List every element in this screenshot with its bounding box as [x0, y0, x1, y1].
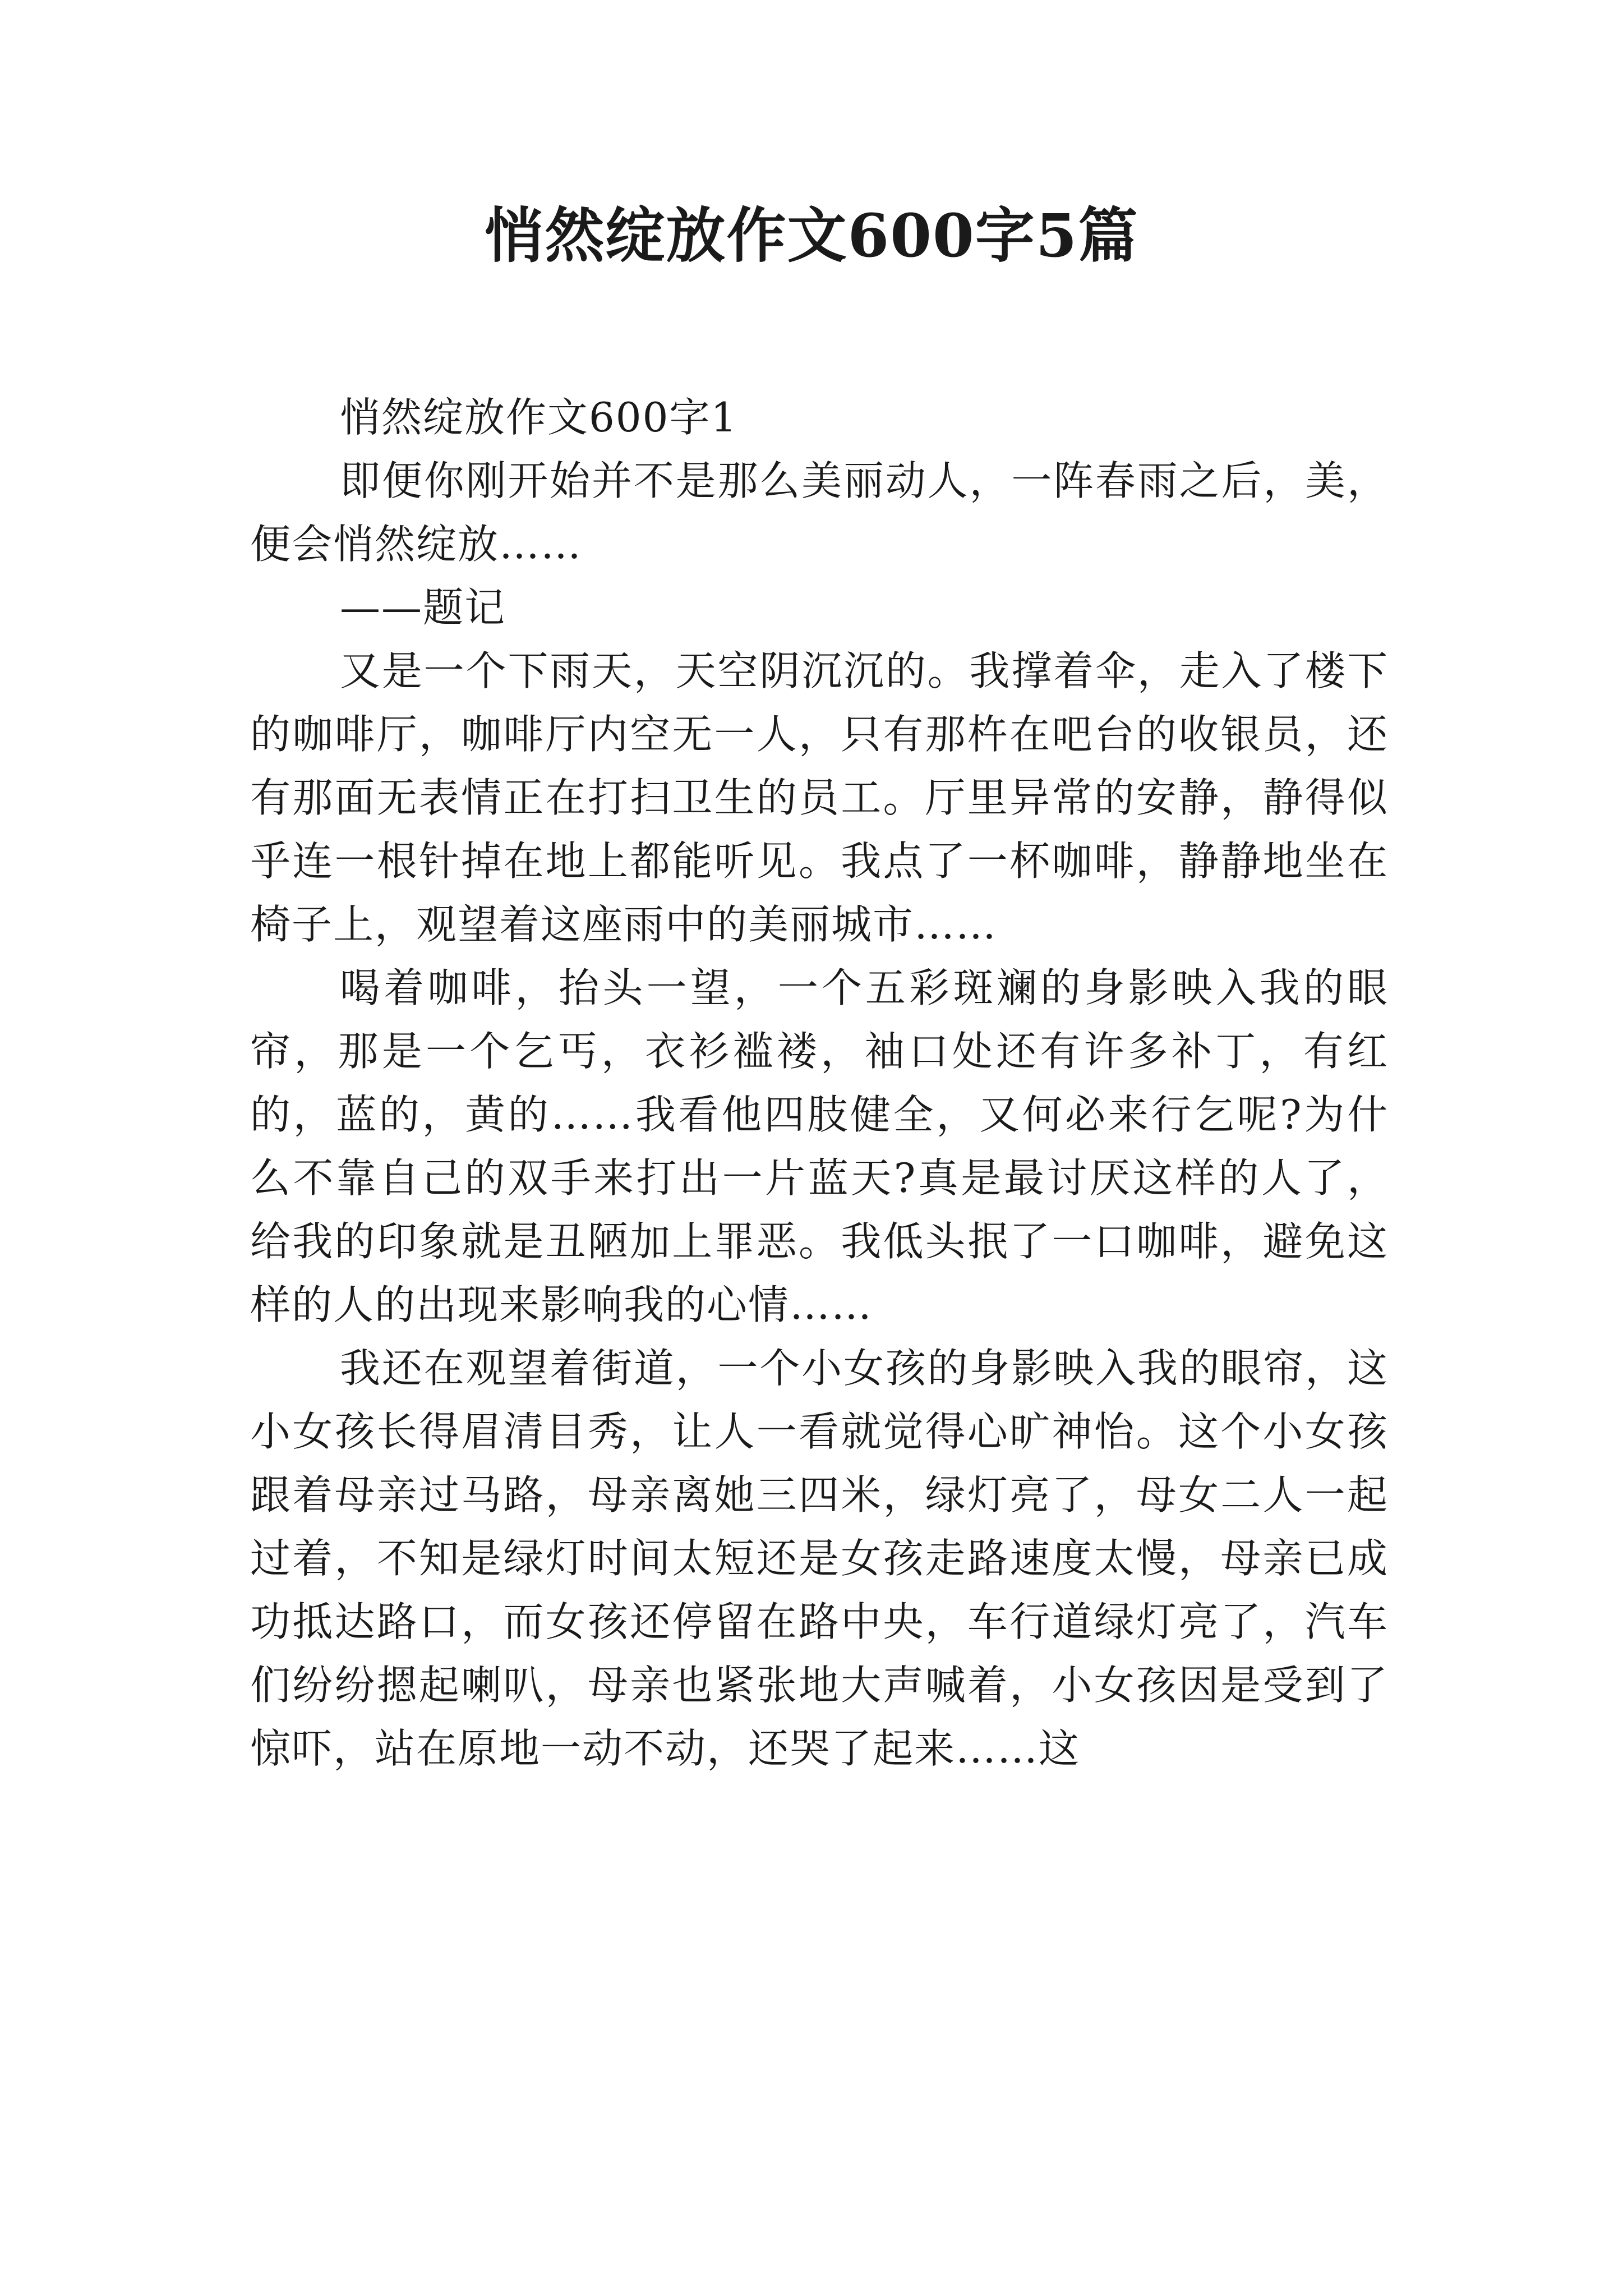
- body-paragraph: 我还在观望着街道，一个小女孩的身影映入我的眼帘，这小女孩长得眉清目秀，让人一看就觉得心旷神怡。这个小女孩跟着母亲过马路，母亲离她三四米，绿灯亮了，母女二人一起过着，不知是绿灯时间太短还是女孩走路速度太慢，母亲已成功抵达路口，而女孩还停留在路中央，车行道绿灯亮了，汽车们纷纷摁起喇叭，母亲也紧张地大声喊着，小女孩因是受到了惊吓，站在原地一动不动，还哭了起来……这: [250, 1345, 1389, 1772]
- document-body: [250, 386, 1389, 1780]
- section-heading: 悄然绽放作文600字1: [340, 394, 738, 441]
- epigraph-attribution: ——题记: [340, 584, 506, 631]
- epigraph-paragraph: 即便你刚开始并不是那么美丽动人，一阵春雨之后，美，便会悄然绽放……: [250, 457, 1389, 568]
- body-paragraph: 喝着咖啡，抬头一望，一个五彩斑斓的身影映入我的眼帘，那是一个乞丐，衣衫褴褛，袖口处还有许多补丁，有红的，蓝的，黄的……我看他四肢健全，又何必来行乞呢?为什么不靠自己的双手来打出一片蓝天?真是最讨厌这样的人了，给我的印象就是丑陋加上罪恶。我低头抿了一口咖啡，避免这样的人的出现来影响我的心情……: [250, 964, 1389, 1328]
- document-title: 悄然绽放作文600字5篇: [484, 200, 1139, 270]
- body-paragraph: 又是一个下雨天，天空阴沉沉的。我撑着伞，走入了楼下的咖啡厅，咖啡厅内空无一人，只有那杵在吧台的收银员，还有那面无表情正在打扫卫生的员工。厅里异常的安静，静得似乎连一根针掉在地上都能听见。我点了一杯咖啡，静静地坐在椅子上，观望着这座雨中的美丽城市……: [250, 647, 1389, 948]
